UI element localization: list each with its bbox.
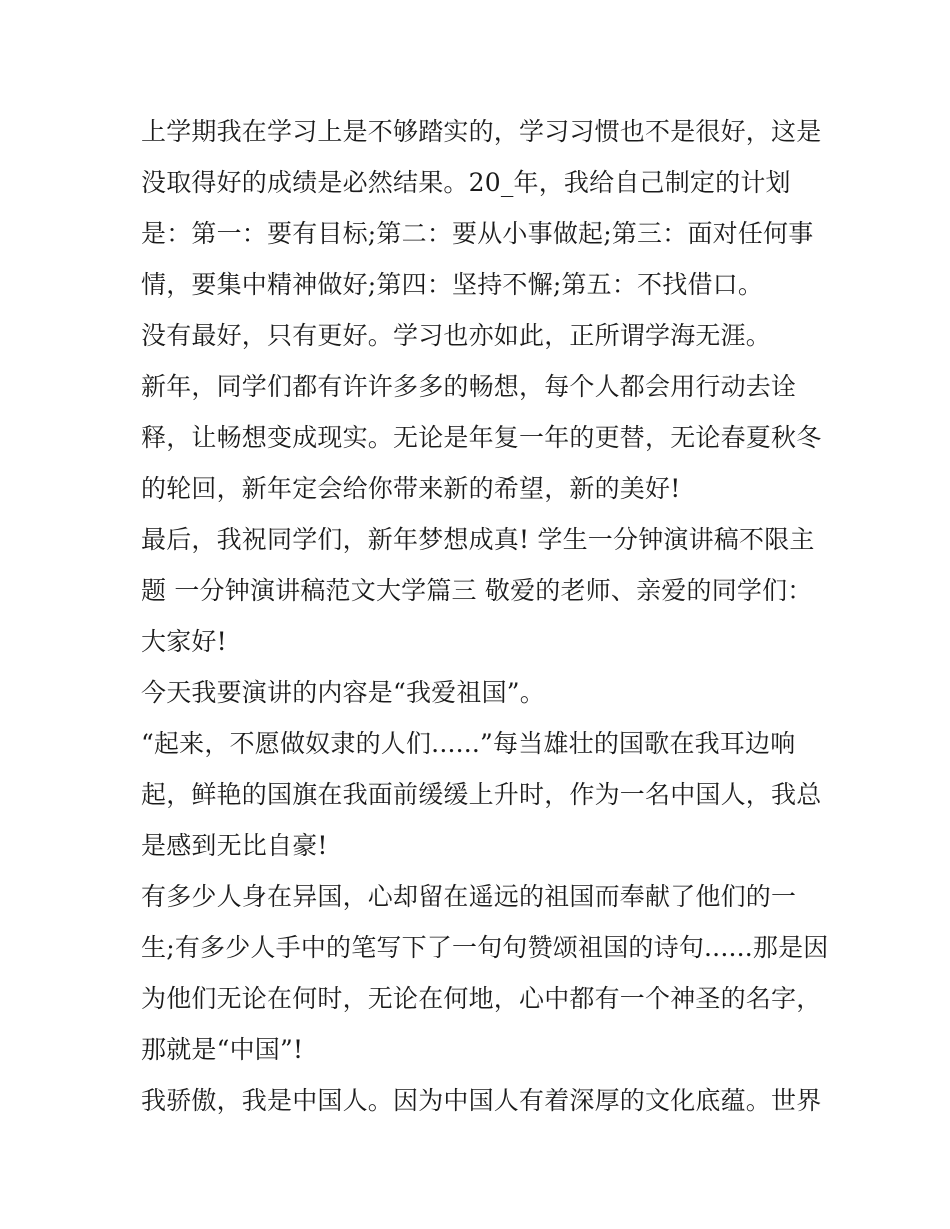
text-line: 没取得好的成绩是必然结果。20_年，我给自己制定的计划 [141, 168, 791, 197]
text-line: 有多少人身在异国，心却留在遥远的祖国而奉献了他们的一 [141, 882, 797, 911]
text-line: 新年，同学们都有许许多多的畅想，每个人都会用行动去诠 [141, 372, 797, 401]
text-line: 没有最好，只有更好。学习也亦如此，正所谓学海无涯。 [141, 321, 772, 350]
text-line: 我骄傲，我是中国人。因为中国人有着深厚的文化底蕴。世界 [141, 1086, 822, 1115]
text-line: 生;有多少人手中的笔写下了一句句赞颂祖国的诗句......那是因 [141, 933, 829, 962]
text-line: 最后，我祝同学们，新年梦想成真! 学生一分钟演讲稿不限主 [141, 525, 815, 554]
text-line: 是：第一：要有目标;第二：要从小事做起;第三：面对任何事 [141, 219, 814, 248]
text-line: 起，鲜艳的国旗在我面前缓缓上升时，作为一名中国人，我总 [141, 780, 822, 809]
document-body [141, 106, 829, 1126]
text-line: 情，要集中精神做好;第四：坚持不懈;第五：不找借口。 [141, 270, 764, 299]
text-line: 释，让畅想变成现实。无论是年复一年的更替，无论春夏秋冬 [141, 423, 822, 452]
text-line: 那就是“中国”! [141, 1035, 304, 1064]
text-line: 今天我要演讲的内容是“我爱祖国”。 [141, 678, 545, 707]
text-line: 为他们无论在何时，无论在何地，心中都有一个神圣的名字， [141, 984, 822, 1013]
text-line: 题 一分钟演讲稿范文大学篇三 敬爱的老师、亲爱的同学们： [141, 576, 813, 605]
text-line: 是感到无比自豪! [141, 831, 328, 860]
text-line: 的轮回，新年定会给你带来新的希望，新的美好! [141, 474, 681, 503]
text-line: 大家好! [141, 627, 227, 656]
text-line: “起来，不愿做奴隶的人们......”每当雄壮的国歌在我耳边响 [141, 729, 796, 758]
text-line: 上学期我在学习上是不够踏实的，学习习惯也不是很好，这是 [141, 117, 822, 146]
